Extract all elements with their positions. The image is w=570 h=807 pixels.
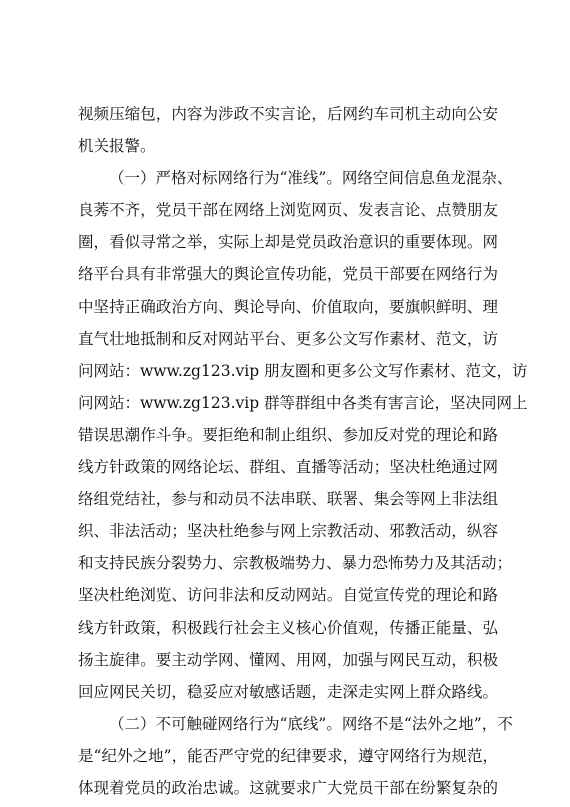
text-line: 直气壮地抵制和反对网站平台、更多公文写作素材、范文，访 (78, 329, 498, 348)
text-line: 线方针政策，积极践行社会主义核心价值观，传播正能量、弘 (78, 618, 498, 637)
text-line: 和支持民族分裂势力、宗教极端势力、暴力恐怖势力及其活动； (78, 554, 513, 573)
text-line: 体现着党员的政治忠诚。这就要求广大党员干部在纷繁复杂的 (78, 778, 498, 797)
text-line: 络组党结社，参与和动员不法串联、联署、集会等网上非法组 (78, 490, 498, 509)
body-text (78, 98, 528, 804)
text-line: 良莠不齐，党员干部在网络上浏览网页、发表言论、点赞朋友 (78, 201, 498, 220)
text-line: 扬主旋律。要主动学网、懂网、用网，加强与网民互动，积极 (78, 650, 498, 669)
text-line: 络平台具有非常强大的舆论宣传功能，党员干部要在网络行为 (78, 265, 498, 284)
paragraph-heading-line: （一）严格对标网络行为“准线”。网络空间信息鱼龙混杂、 (109, 169, 513, 188)
text-line: 视频压缩包，内容为涉政不实言论，后网约车司机主动向公安 (78, 105, 498, 123)
text-line: 错误思潮作斗争。要拒绝和制止组织、参加反对党的理论和路 (78, 425, 498, 444)
paragraph-heading-line: （二）不可触碰网络行为“底线”。网络不是“法外之地”，不 (109, 714, 513, 733)
text-line: 机关报警。 (78, 137, 156, 156)
text-line: 织、非法活动；坚决杜绝参与网上宗教活动、邪教活动，纵容 (78, 522, 498, 541)
text-line: 回应网民关切，稳妥应对敏感话题，走深走实网上群众路线。 (78, 682, 498, 701)
text-line: 问网站：www.zg123.vip 朋友圈和更多公文写作素材、范文，访 (78, 361, 528, 380)
text-line: 圈，看似寻常之举，实际上却是党员政治意识的重要体现。网 (78, 233, 498, 252)
text-line: 坚决杜绝浏览、访问非法和反动网站。自觉宣传党的理论和路 (78, 586, 498, 605)
text-line: 线方针政策的网络论坛、群组、直播等活动；坚决杜绝通过网 (78, 458, 498, 477)
text-line: 问网站：www.zg123.vip 群等群组中各类有害言论，坚决同网上 (78, 393, 528, 412)
text-line: 是“纪外之地”，能否严守党的纪律要求，遵守网络行为规范， (78, 746, 498, 765)
text-line: 中坚持正确政治方向、舆论导向、价值取向，要旗帜鲜明、理 (78, 297, 498, 316)
